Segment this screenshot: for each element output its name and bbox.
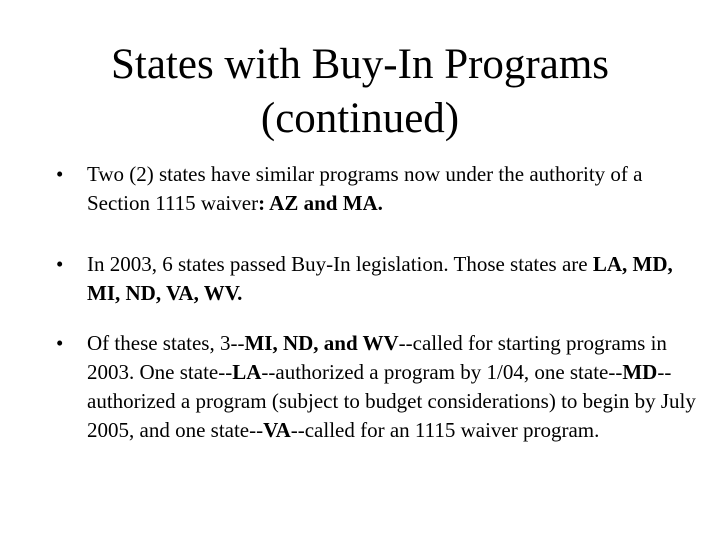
bullet-text bbox=[87, 331, 696, 442]
text-segment: In 2003, 6 states passed Buy-In legislation. Those states are bbox=[87, 252, 593, 276]
bold-segment-va: VA bbox=[263, 418, 291, 442]
bullet-item-program-details bbox=[56, 329, 696, 445]
bullet-item-2003-legislation bbox=[56, 250, 696, 308]
bullet-list bbox=[56, 160, 696, 445]
text-segment: Of these states, 3-- bbox=[87, 331, 245, 355]
bullet-text bbox=[87, 162, 642, 215]
text-segment: --called for starting programs in 2003. One state-- bbox=[87, 331, 667, 384]
slide-title bbox=[40, 38, 680, 146]
bullet-text bbox=[87, 252, 673, 305]
bullet-icon: • bbox=[56, 162, 64, 186]
bullet-icon: • bbox=[56, 331, 64, 355]
slide-title-line-1: States with Buy-In Programs bbox=[110, 41, 610, 88]
bold-segment-la: LA bbox=[232, 360, 262, 384]
text-segment: Two (2) states have similar programs now under the authority of a Section 1115 waiver bbox=[87, 162, 643, 215]
bold-segment-states: : AZ and MA. bbox=[258, 191, 383, 215]
bullet-icon: • bbox=[56, 252, 64, 276]
bold-segment-states: LA, MD, MI, ND, VA, WV. bbox=[87, 252, 673, 305]
text-segment: --called for an 1115 waiver program. bbox=[290, 418, 600, 442]
bold-segment-md: MD bbox=[622, 360, 658, 384]
text-segment: --authorized a program by 1/04, one state-- bbox=[261, 360, 623, 384]
slide-title-line-2: (continued) bbox=[260, 95, 460, 142]
bullet-item-buy-in-waiver bbox=[56, 160, 696, 218]
bold-segment-mi-nd-wv: MI, ND, and WV bbox=[244, 331, 399, 355]
text-segment: --authorized a program (subject to budget considerations) to begin by July 2005, and one state-- bbox=[87, 360, 696, 442]
